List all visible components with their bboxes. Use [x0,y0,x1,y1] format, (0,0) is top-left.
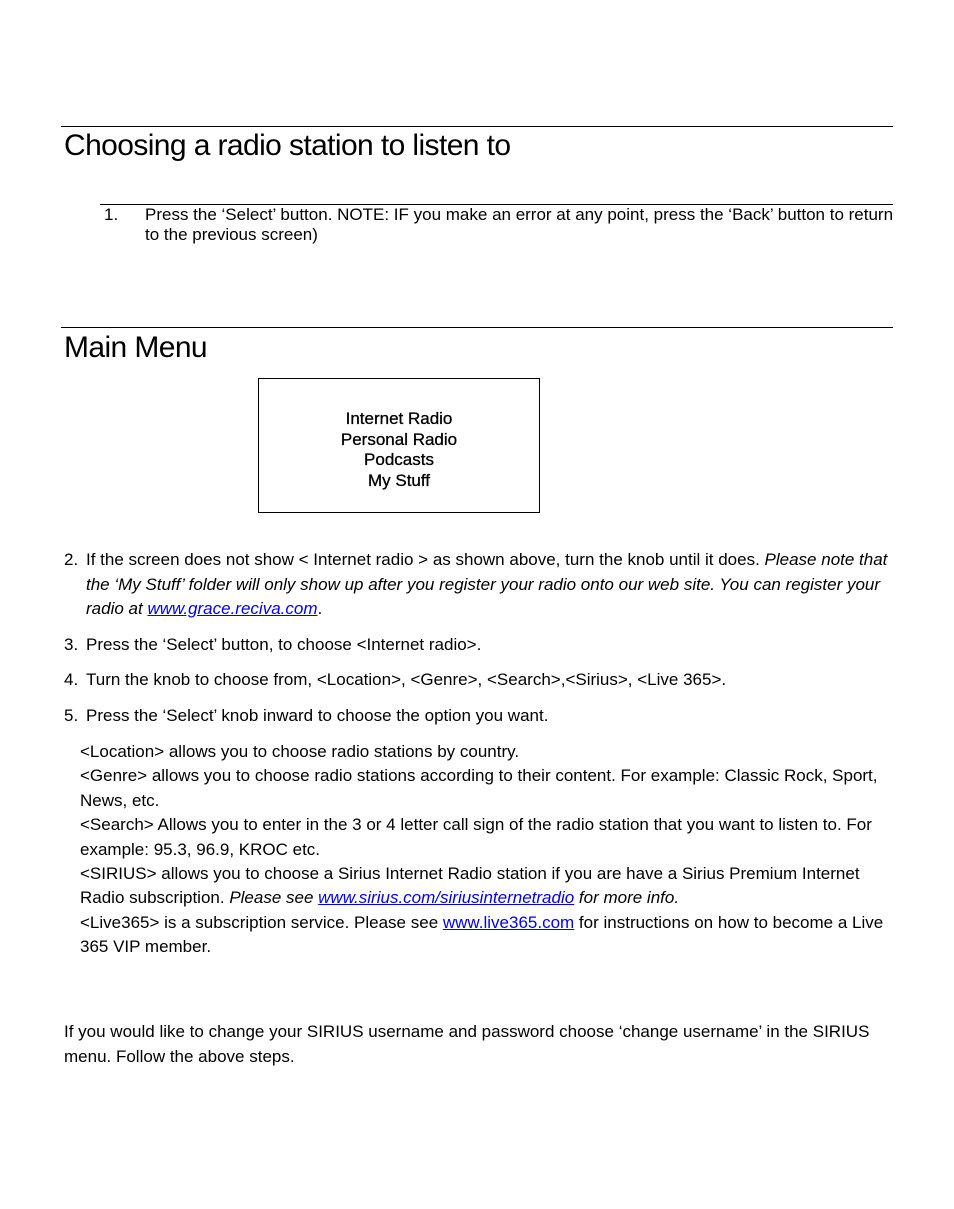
option-sirius-note-end: for more info. [574,888,680,908]
step-4-number: 4. [64,670,79,689]
option-sirius-note: Please see [229,888,319,908]
option-live365-end: for instructions on how to become a Live 365 VIP member. [80,912,884,957]
section-divider-top [61,126,893,127]
step-1 [104,205,894,245]
step-5 [64,704,894,729]
step-3-text: Press the ‘Select’ button, to choose <Internet radio>. [86,634,482,654]
step-2-text: If the screen does not show < Internet radio > as shown above, turn the knob until it does. [86,550,765,569]
step-2-note: Please note that the ‘My Stuff’ folder will only show up after you register your radio onto our web site. You can register your radio at [86,550,888,618]
menu-item-podcasts: Podcasts [364,450,434,469]
heading-choosing-station: Choosing a radio station to listen to [64,129,511,162]
step-2 [64,548,894,622]
steps-list [64,548,894,739]
option-live365 [80,911,894,960]
step-3 [64,633,894,658]
heading-main-menu: Main Menu [64,331,208,364]
menu-item-my-stuff: My Stuff [367,470,431,490]
step-1-text: Press the ‘Select’ button. NOTE: IF you make an error at any point, press the ‘Back’ button to return to the previous screen) [145,205,894,244]
footer-note: If you would like to change your SIRIUS username and password choose ‘change username’ in the SIRIUS menu. Follow the above steps. [64,1022,870,1066]
step-5-number: 5. [64,705,79,725]
step-3-number: 3. [64,634,79,654]
step-5-text: Press the ‘Select’ knob inward to choose the option you want. [86,705,549,725]
link-grace-reciva[interactable]: www.grace.reciva.com [147,599,318,618]
menu-item-internet-radio: Internet Radio [345,409,453,428]
link-live365[interactable]: www.live365.com [442,912,575,932]
step-2-number: 2. [64,550,79,569]
options-descriptions [80,740,894,960]
option-search: <Search> Allows you to enter in the 3 or 4 letter call sign of the radio station that you want to listen to. For example: 95.3, 96.9, KROC etc. [80,815,872,859]
link-sirius[interactable]: www.sirius.com/siriusinternetradio [318,888,575,908]
main-menu-display [258,378,540,513]
option-sirius [80,862,894,911]
option-live365-text: <Live365> is a subscription service. Please see [80,912,443,932]
step-4-text: Turn the knob to choose from, <Location>, <Genre>, <Search>,<Sirius>, <Live 365>. [86,670,727,689]
section-divider-main-menu [61,327,893,328]
step-4 [64,668,894,693]
option-sirius-text: <SIRIUS> allows you to choose a Sirius Internet Radio station if you are have a Sirius Premium Internet Radio subscription. [80,864,860,908]
step-2-period: . [317,599,323,618]
menu-item-personal-radio: Personal Radio [340,429,458,449]
step-1-number: 1. [104,205,119,224]
option-location: <Location> allows you to choose radio stations by country. [80,742,520,761]
option-genre: <Genre> allows you to choose radio stations according to their content. For example: Classic Rock, Sport, News, etc. [80,766,878,810]
